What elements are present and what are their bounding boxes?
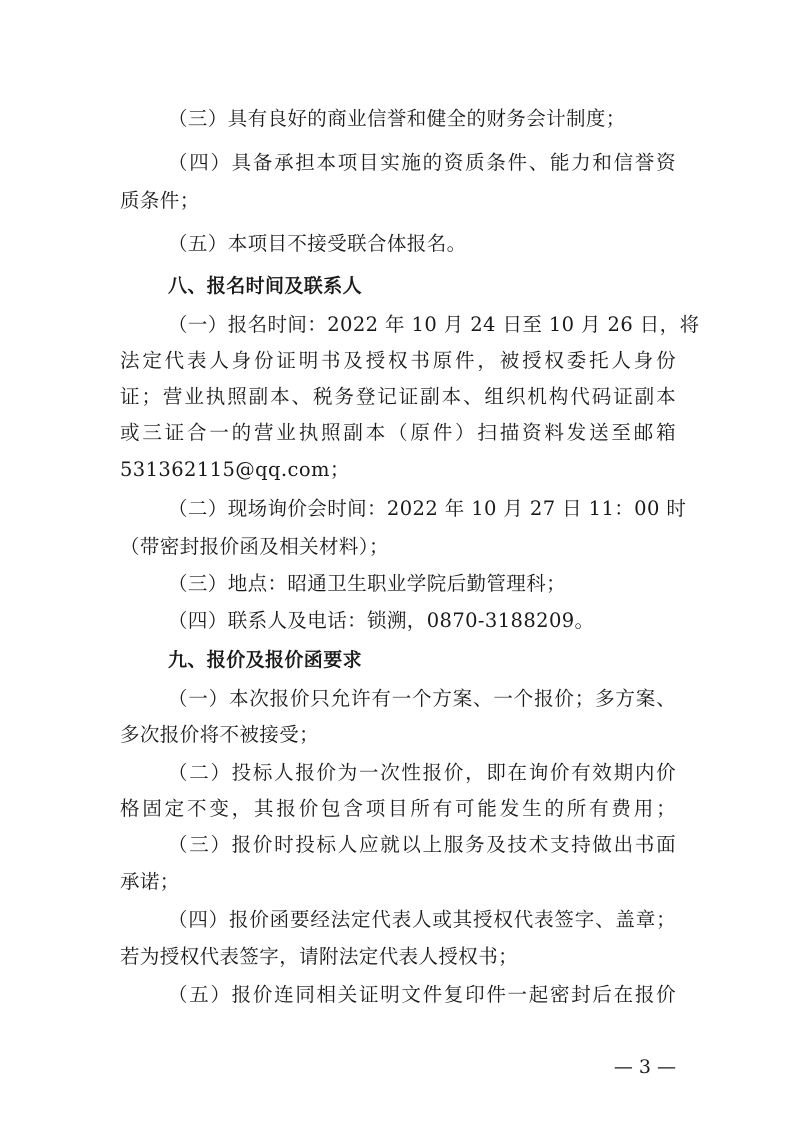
paragraph-line: 质条件； [120,189,200,212]
section-heading: 八、报名时间及联系人 [168,275,363,297]
paragraph-line: 若为授权代表签字，请附法定代表人授权书； [120,945,519,968]
paragraph-line: （一）本次报价只允许有一个方案、一个报价；多方案、 [168,687,676,710]
paragraph-line: 承诺； [120,870,180,893]
paragraph-line: （带密封报价函及相关材料）； [120,535,389,558]
page-number: — 3 — [613,1056,676,1078]
paragraph-line: 或三证合一的营业执照副本（原件）扫描资料发送至邮箱 [120,421,676,444]
paragraph-line: （二）现场询价会时间：2022 年 10 月 27 日 11：00 时 [168,497,687,520]
paragraph-line: 证；营业执照副本、税务登记证副本、组织机构代码证副本 [120,385,676,408]
paragraph-line: 格固定不变，其报价包含项目所有可能发生的所有费用； [120,797,676,820]
email-line: 531362115@qq.com； [120,458,350,481]
paragraph-line: （四）报价函要经法定代表人或其授权代表签字、盖章； [168,908,676,931]
contact-line: （四）联系人及电话：锁溯，0870-3188209。 [168,609,595,632]
paragraph-line: （二）投标人报价为一次性报价，即在询价有效期内价 [168,761,676,784]
paragraph-line: （四）具备承担本项目实施的资质条件、能力和信誉资 [168,151,676,174]
paragraph-line: （一）报名时间：2022 年 10 月 24 日至 10 月 26 日，将 [168,313,700,336]
paragraph-line: （三）报价时投标人应就以上服务及技术支持做出书面 [168,833,676,856]
section-heading: 九、报价及报价函要求 [168,649,363,671]
paragraph-line: （三）具有良好的商业信誉和健全的财务会计制度； [168,107,626,130]
paragraph-line: （五）报价连同相关证明文件复印件一起密封后在报价 [168,983,676,1006]
paragraph-line: 多次报价将不被接受； [120,723,320,746]
paragraph-line: 法定代表人身份证明书及授权书原件，被授权委托人身份 [120,349,676,372]
paragraph-line: （三）地点：昭通卫生职业学院后勤管理科； [168,572,567,595]
paragraph-line: （五）本项目不接受联合体报名。 [168,232,467,255]
